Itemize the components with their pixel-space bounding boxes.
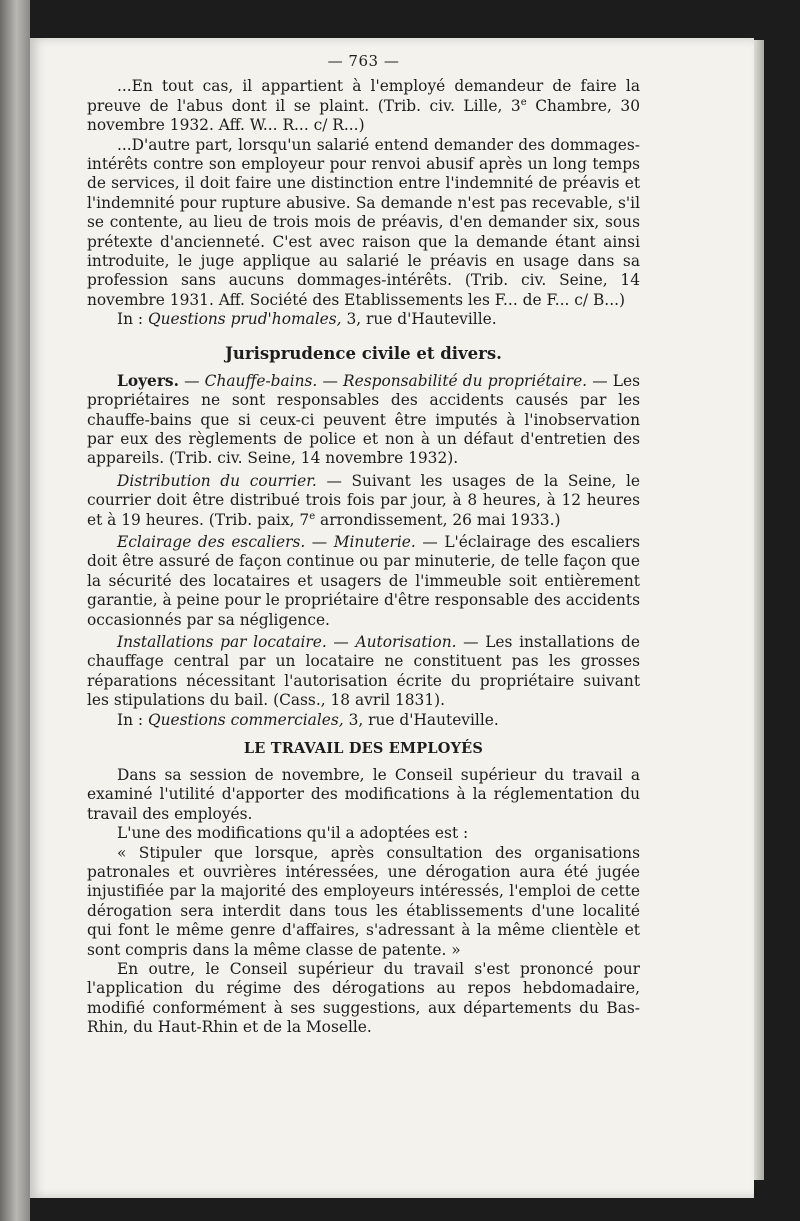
section-heading-travail: LE TRAVAIL DES EMPLOYÉS bbox=[243, 740, 484, 757]
source-citation-prudhomales: In : Questions prud'homales, 3, rue d'Hauteville. bbox=[117, 310, 497, 329]
paragraph-travail-quote: « Stipuler que lorsque, après consultation des organisations patronales et ouvrières intéressées, une dérogation aura été jugée injustifiée par la majorité des employeurs intéressés, l'emploi de cette dérogation sera interdit dans tous les établissements d'une localité qui font le même genre d'affaires, s'adressant à la même clientèle et sont compris dans la même classe de patente. » bbox=[87, 843, 640, 959]
paragraph-courrier: Distribution du courrier. — Suivant les usages de la Seine, le courrier doit être distribué trois fois par jour, à 8 heures, à 12 heures et à 19 heures. (Trib. paix, 7e arrondissement, 26 mai 1933.) bbox=[87, 471, 640, 529]
paragraph-travail-derogations: En outre, le Conseil supérieur du travail s'est prononcé pour l'application du régime des dérogations au repos hebdomadaire, modifié conformément à ses suggestions, aux départements du Bas-Rhin, du Haut-Rhin et de la Moselle. bbox=[87, 960, 640, 1037]
paragraph-eclairage: Eclairage des escaliers. — Minuterie. — L'éclairage des escaliers doit être assuré de façon continue ou par minuterie, de telle façon que la sécurité des locataires et usagers de l'immeuble soit entièrement garantie, à peine pour le propriétaire d'être responsable des accidents occasionnés par sa négligence. bbox=[87, 532, 640, 629]
left-page-edge bbox=[0, 0, 30, 1221]
section-heading-jurisprudence: Jurisprudence civile et divers. bbox=[225, 343, 502, 363]
paragraph-loyers: Loyers. — Chauffe-bains. — Responsabilité du propriétaire. — Les propriétaires ne sont responsables des accidents causés par les chauffe-bains que si ceux-ci peuvent être imputés à l'inobservation par eux des règlements de police et non à un défaut d'entretien des appareils. (Trib. civ. Seine, 14 novembre 1932). bbox=[87, 371, 640, 468]
page-number: — 763 — bbox=[327, 52, 400, 70]
paragraph-travail-session: Dans sa session de novembre, le Conseil supérieur du travail a examiné l'utilité d'apporter des modifications à la réglementation du travail des employés. bbox=[87, 766, 640, 823]
paragraph-damages: ...D'autre part, lorsqu'un salarié entend demander des dommages-intérêts contre son employeur pour renvoi abusif après un long temps de services, il doit faire une distinction entre l'indemnité de préavis et l'indemnité pour rupture abusive. Sa demande n'est pas recevable, s'il se contente, au lieu de trois mois de préavis, d'en demander six, sous prétexte d'ancienneté. C'est avec raison que la demande étant ainsi introduite, le juge applique au salarié le préavis en usage dans sa profession sans aucuns dommages-intérêts. (Trib. civ. Seine, 14 novembre 1931. Aff. Société des Etablissements les F... de F... c/ B...) bbox=[87, 135, 640, 309]
paragraph-installations: Installations par locataire. — Autorisation. — Les installations de chauffage central par un locataire ne constituent pas les grosses réparations nécessitant l'autorisation écrite du propriétaire suivant les stipulations du bail. (Cass., 18 avril 1831). bbox=[87, 632, 640, 710]
paragraph-travail-modifications: L'une des modifications qu'il a adoptées est : bbox=[117, 824, 469, 843]
page-content bbox=[87, 52, 640, 1038]
paragraph-burden-of-proof: ...En tout cas, il appartient à l'employé demandeur de faire la preuve de l'abus dont il se plaint. (Trib. civ. Lille, 3e Chambre, 30 novembre 1932. Aff. W... R... c/ R...) bbox=[87, 77, 640, 135]
right-page-edge bbox=[754, 40, 764, 1180]
source-citation-commerciales: In : Questions commerciales, 3, rue d'Hauteville. bbox=[117, 710, 499, 729]
